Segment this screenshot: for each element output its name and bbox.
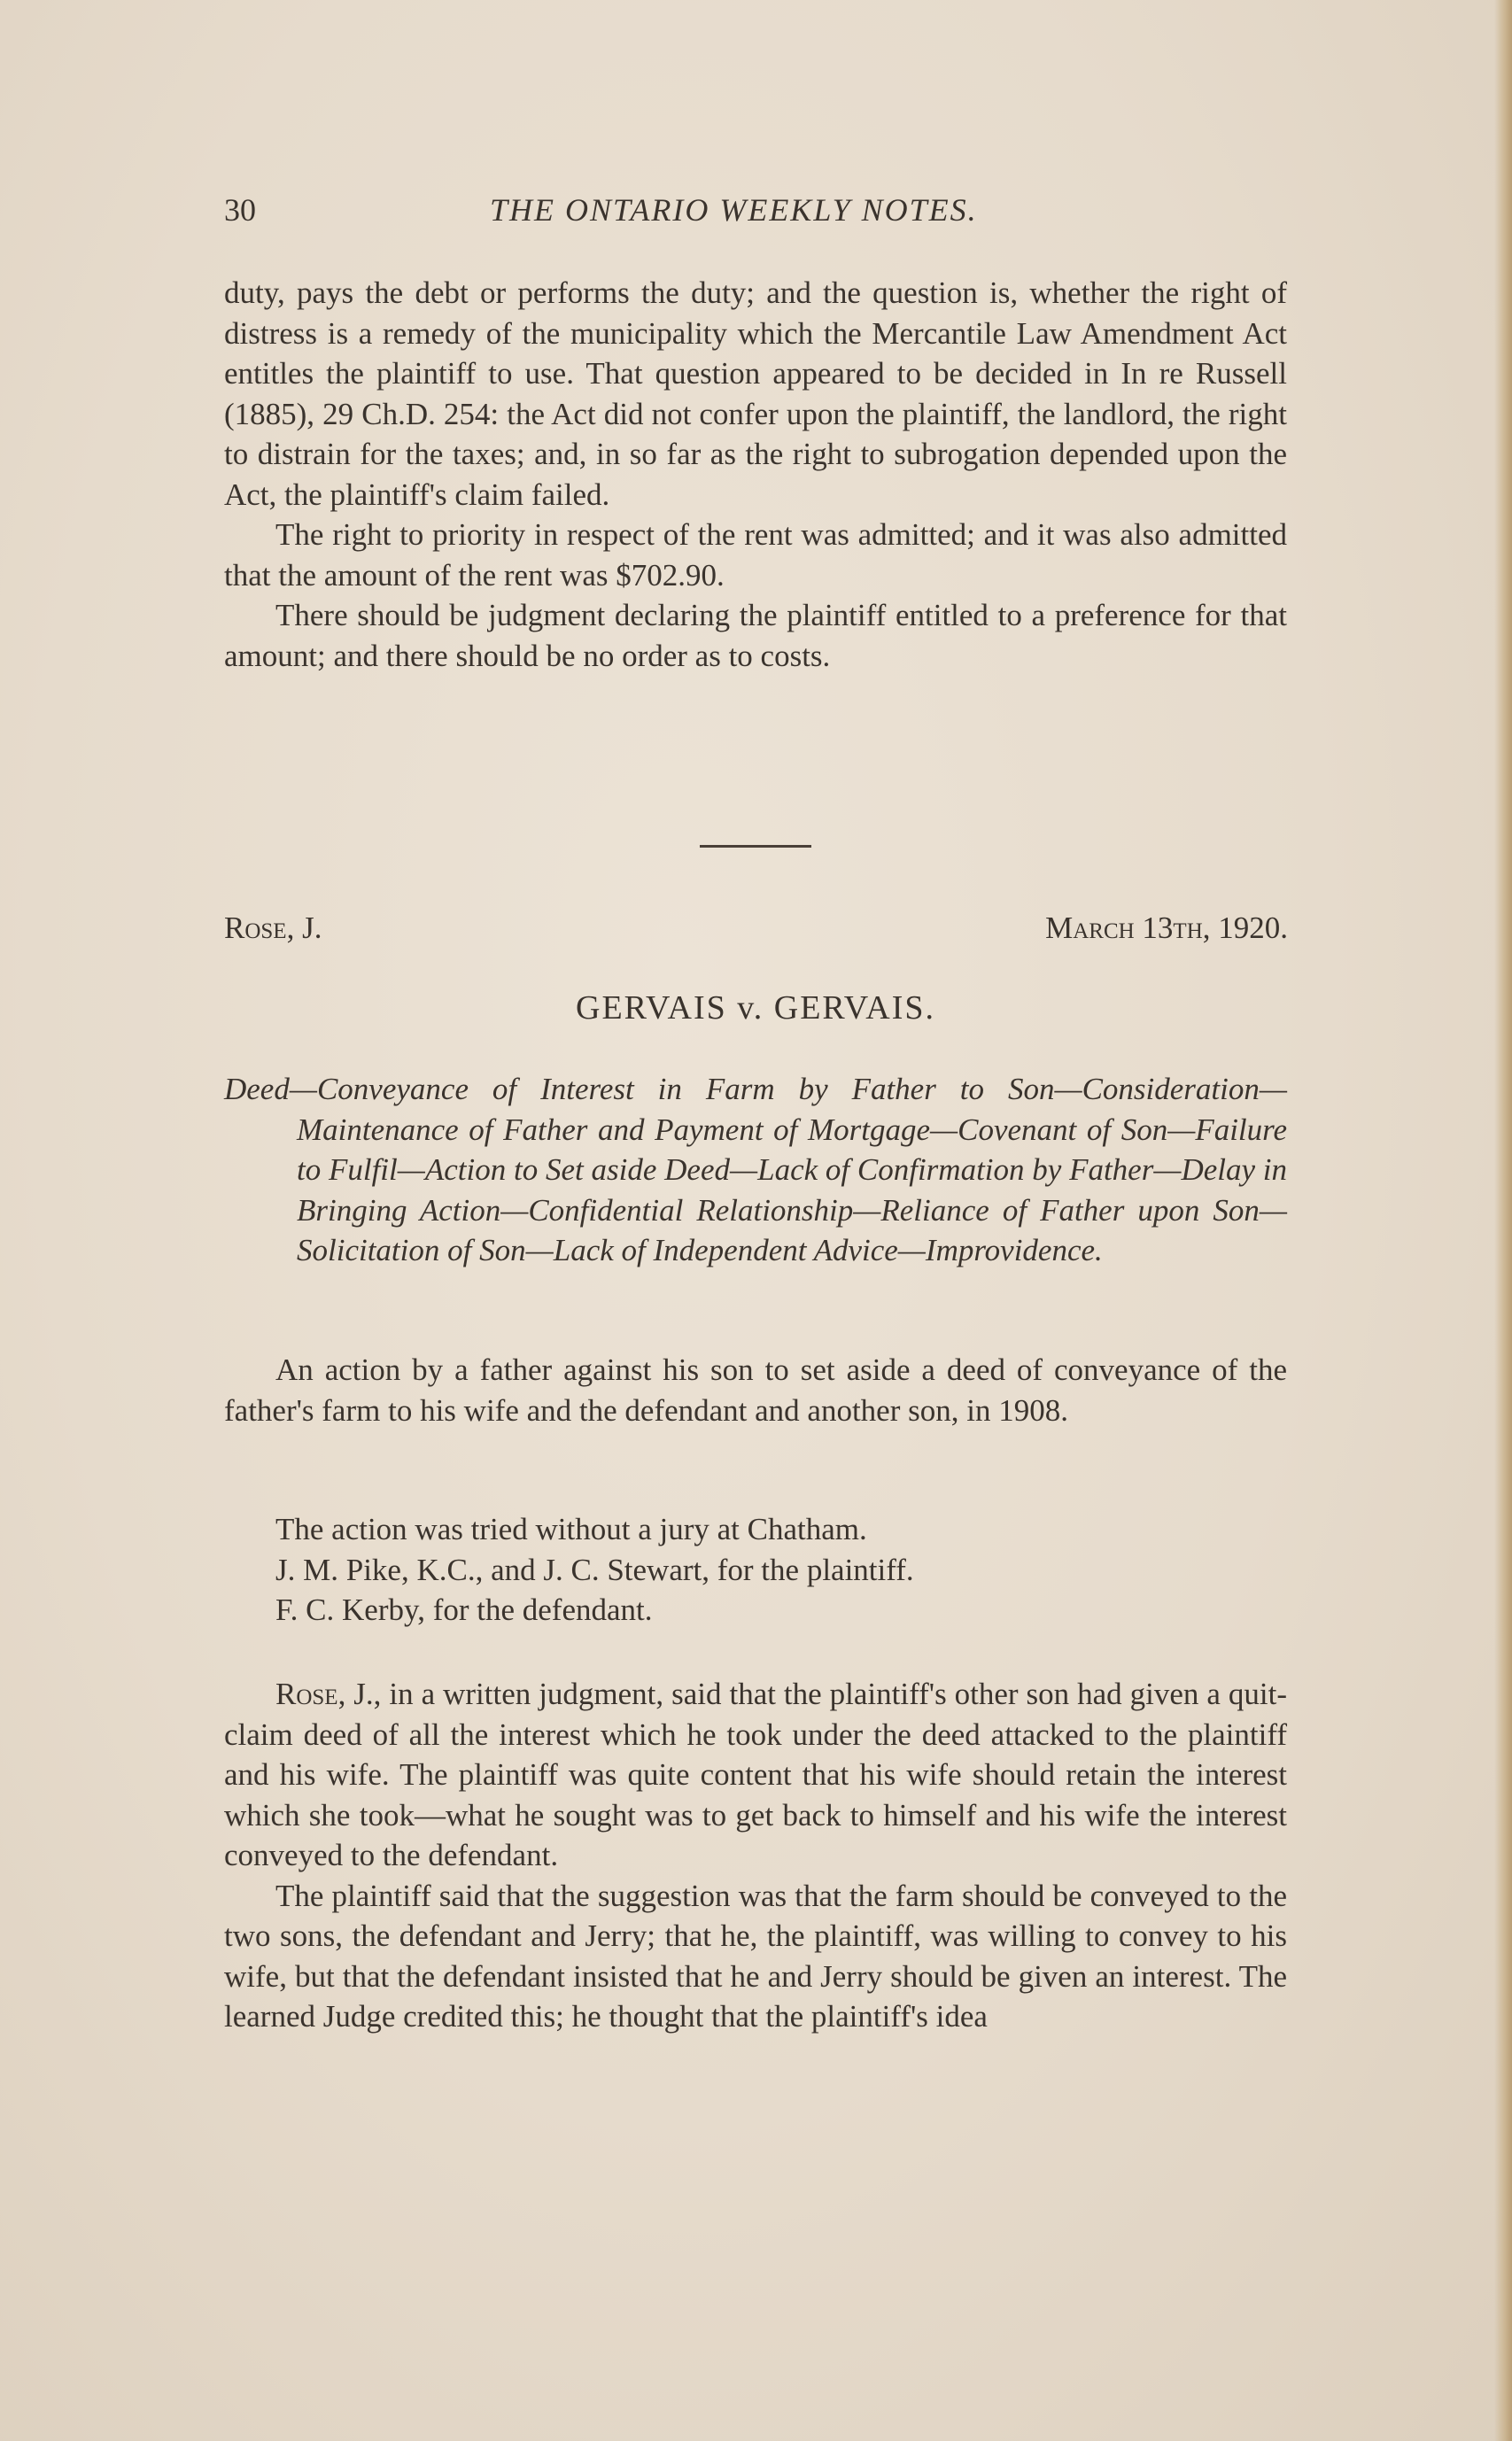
- trial-note: The action was tried without a jury at Chatham.: [275, 1512, 867, 1546]
- paragraph: The plaintiff said that the suggestion was that the farm should be conveyed to the two sons, the defendant and Jerry; that he, the plaintiff, was willing to convey to his wife, but that the defendant insisted that he and Jerry should be given an interest. The learned Judge credited this; he thought that the plaintiff's idea: [224, 1878, 1287, 2034]
- paragraph: duty, pays the debt or performs the duty; and the question is, whether the right of distress is a remedy of the municipality which the Mercantile Law Amendment Act entitles the plaintiff to use. That question appeared to be decided in In re Russell (1885), 29 Ch.D. 254: the Act did not confer upon the plaintiff, the landlord, the right to distrain for the taxes; and, in so far as the right to subrogation depended upon the Act, the plaintiff's claim failed.: [224, 275, 1287, 512]
- counsel-plaintiff: J. M. Pike, K.C., and J. C. Stewart, for the plaintiff.: [275, 1552, 914, 1587]
- running-title: THE ONTARIO WEEKLY NOTES.: [490, 192, 978, 228]
- paragraph: There should be judgment declaring the plaintiff entitled to a preference for that amount; and there should be no order as to costs.: [224, 598, 1287, 673]
- headnote: Deed—Conveyance of Interest in Farm by Father to Son—Consideration—Maintenance of Father and Payment of Mortgage—Covenant of Son—Failure to Fulfil—Action to Set aside Deed—Lack of Confirmation by Father—Delay in Bringing Action—Confidential Relationship—Reliance of Father upon Son—Solicitation of Son—Lack of Independent Advice—Improvidence.: [224, 1072, 1287, 1267]
- judgment-judge: Rose, J.: [275, 1677, 374, 1711]
- counsel-defendant: F. C. Kerby, for the defendant.: [275, 1592, 653, 1627]
- judge-name: Rose, J.: [224, 911, 322, 945]
- judgment-date: March 13th, 1920.: [1045, 911, 1288, 945]
- previous-case-text: [224, 273, 1287, 676]
- case-summary: An action by a father against his son to set aside a deed of conveyance of the father's farm to his wife and the defendant and another son, in 1908.: [224, 1352, 1287, 1428]
- case-title: GERVAIS v. GERVAIS.: [576, 989, 935, 1027]
- counsel-block: [275, 1509, 1287, 1631]
- paragraph: [224, 1674, 1287, 1876]
- judgment-text: [224, 1674, 1287, 2037]
- page-header: [224, 191, 1287, 236]
- page-number: 30: [224, 192, 256, 228]
- judgment-text-1: , in a written judgment, said that the plaintiff's other son had given a quit-claim deed of all the interest which he took under the deed attacked to the plaintiff and his wife. The plaintiff was quite content that his wife should retain the interest which she took—what he sought was to get back to himself and his wife the interest conveyed to the defendant.: [224, 1677, 1287, 1872]
- section-divider: [700, 845, 811, 848]
- page-edge: [1494, 0, 1512, 2441]
- paragraph: The right to priority in respect of the rent was admitted; and it was also admitted that the amount of the rent was $702.90.: [224, 517, 1287, 593]
